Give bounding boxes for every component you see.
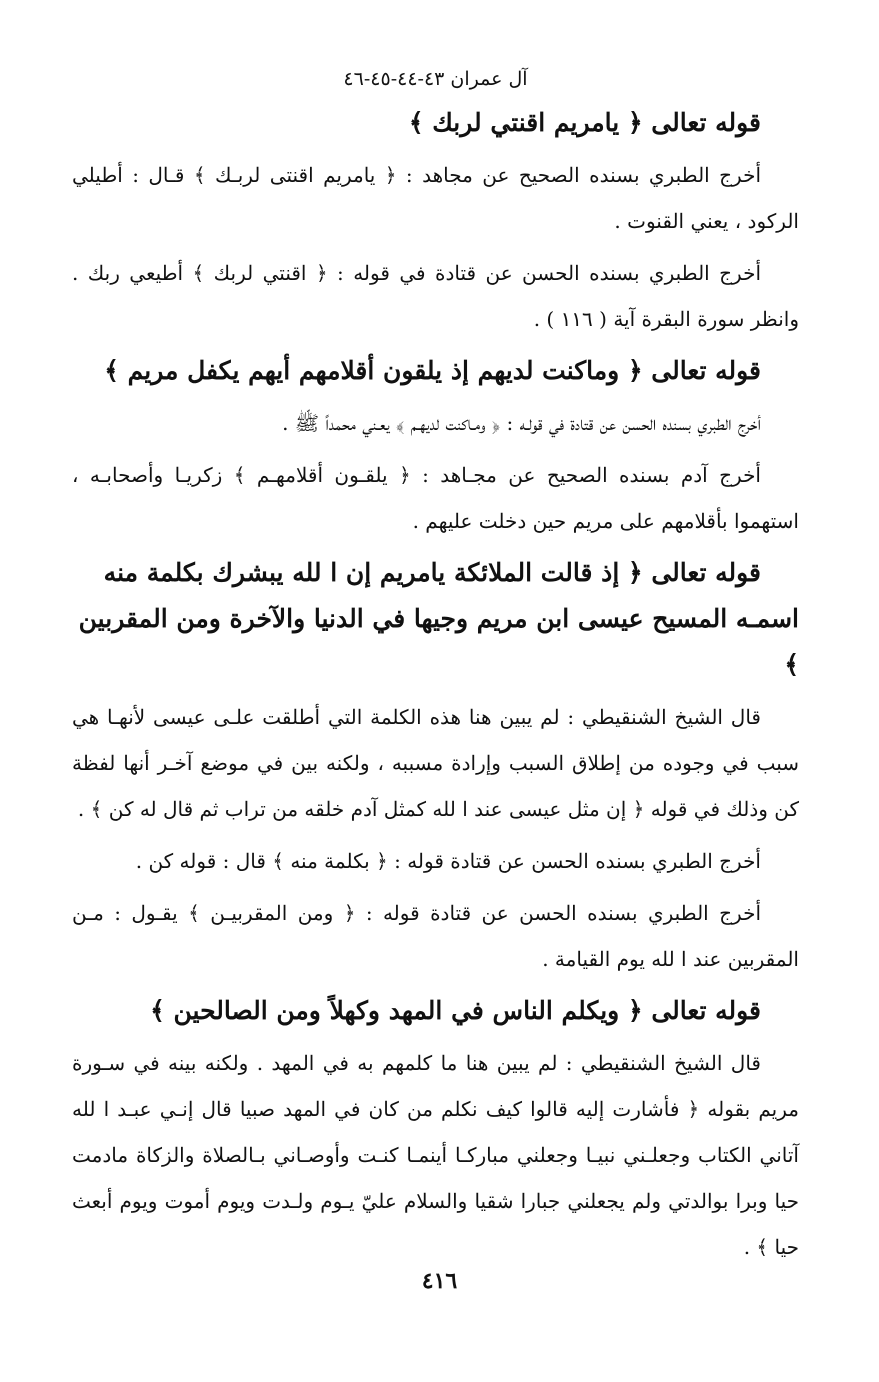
section-heading-2: قوله تعالى ﴿ وماكنت لديهم إذ يلقون أقلامهم أيهم يكفل مريم ﴾ [104, 356, 761, 385]
paragraph-2: أخرج الطبري بسنده الحسن عن قتادة في قوله : ﴿ اقنتي لربك ﴾ أطيعي ربك . وانظر سورة البقرة آية ( ١١٦ ) . [72, 261, 799, 331]
section-heading-4: قوله تعالى ﴿ ويكلم الناس في المهد وكهلاً ومن الصالحين ﴾ [150, 996, 761, 1025]
page-number: ٤١٦ [421, 1268, 458, 1294]
paragraph-4: أخرج آدم بسنده الصحيح عن مجـاهد : ﴿ يلقـون أقلامهـم ﴾ زكريـا وأصحابـه ، استهموا بأقلامهم على مريم حين دخلت عليهم . [72, 463, 799, 533]
paragraph-3: أخرج الطبري بسنده الحسن عن قتادة في قولـه : ﴿ ومـاكنت لديهـم ﴾ يعـني محمداً ﷺ . [282, 411, 761, 435]
running-head: آل عمران ٤٣-٤٤-٤٥-٤٦ [343, 68, 528, 90]
paragraph-5: قال الشيخ الشنقيطي : لم يبين هنا هذه الكلمة التي أطلقت علـى عيسى لأنهـا هي سبب في وجوده من إطلاق السبب وإرادة مسببه ، ولكنه بين في موضع آخـر أنها لفظة كن وذلك في قوله ﴿ إن مثل عيسى عند ا لله كمثل آدم خلقه من تراب ثم قال له كن ﴾ . [72, 705, 799, 821]
paragraph-1: أخرج الطبري بسنده الصحيح عن مجاهد : ﴿ يامريم اقنتى لربـك ﴾ قـال : أطيلي الركود ، يعني القنوت . [72, 163, 799, 233]
paragraph-6: أخرج الطبري بسنده الحسن عن قتادة قوله : ﴿ بكلمة منه ﴾ قال : قوله كن . [135, 849, 761, 873]
paragraph-7: أخرج الطبري بسنده الحسن عن قتادة قوله : ﴿ ومن المقربيـن ﴾ يقـول : مـن المقربين عند ا لله يوم القيامة . [72, 901, 799, 971]
paragraph-8: قال الشيخ الشنقيطي : لم يبين هنا ما كلمهم به في المهد . ولكنه بينه في سـورة مريم بقوله ﴿ فأشارت إليه قالوا كيف نكلم من كان في المهد صبيا قال إنـي عبـد ا لله آتاني الكتاب وجعلـني نبيـا وجعلني مباركـا أينمـا كنـت وأوصـاني بـالصلاة والزكاة مادمت حيا وبرا بوالدتي ولم يجعلني جبارا شقيا والسلام عليّ يـوم ولـدت ويوم أموت ويوم أبعث حيا ﴾ . [72, 1051, 799, 1259]
section-heading-1: قوله تعالى ﴿ يامريم اقنتي لربك ﴾ [408, 108, 761, 137]
section-heading-3: قوله تعالى ﴿ إذ قالت الملائكة يامريم إن ا لله يبشرك بكلمة منه اسمـه المسيح عيسى ابن مريم وجيها في الدنيا والآخرة ومن المقربين ﴾ [78, 558, 799, 679]
